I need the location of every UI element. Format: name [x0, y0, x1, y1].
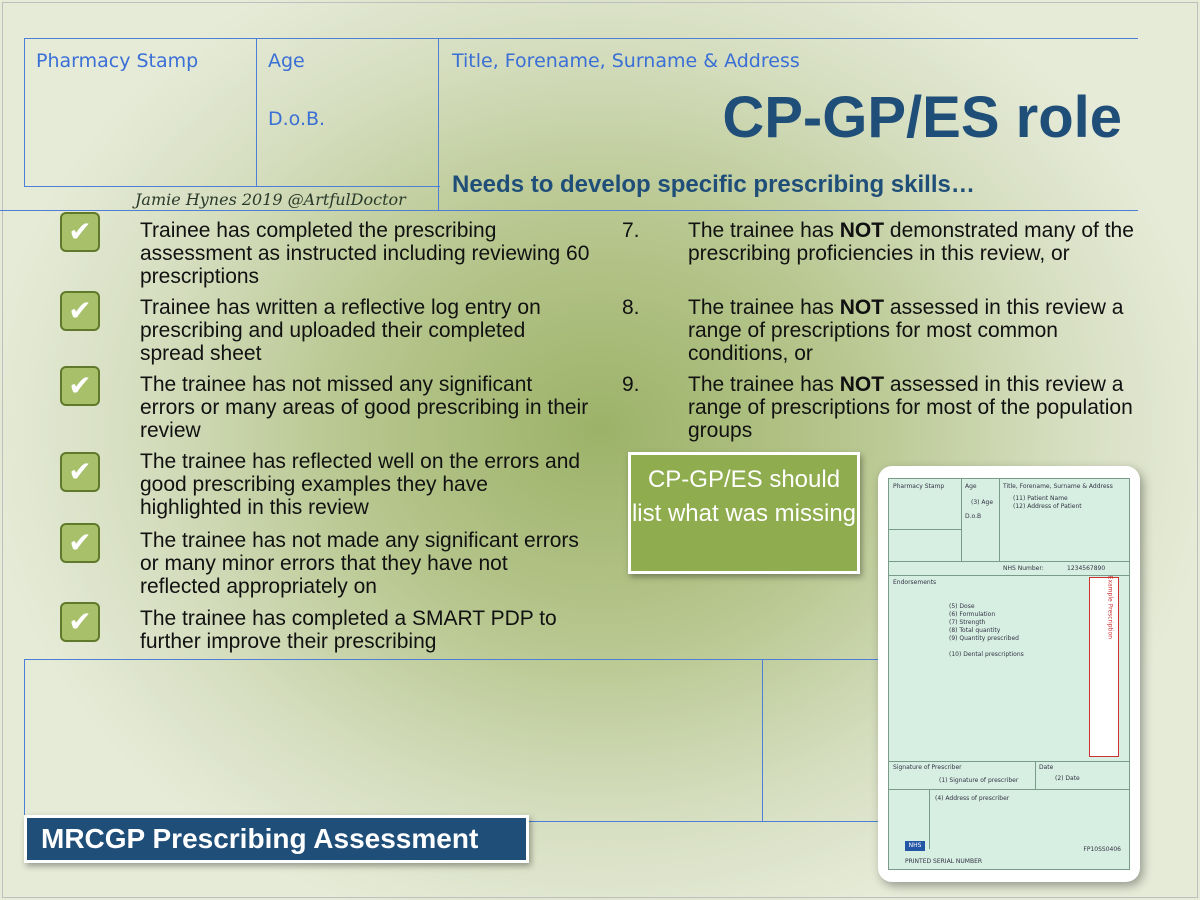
rx-field: (7) Strength — [949, 619, 986, 626]
check-icon: ✔ — [60, 366, 100, 406]
lower-middle-line — [762, 659, 763, 821]
rx-form-number: FP10SS0406 — [1083, 846, 1121, 853]
example-prescription — [888, 478, 1130, 870]
rx-red-box — [1089, 577, 1119, 757]
rx-prescriber-address: (4) Address of prescriber — [935, 795, 1010, 802]
rx-field: (5) Dose — [949, 603, 975, 610]
checklist-item: The trainee has completed a SMART PDP to further improve their prescribing — [140, 607, 557, 653]
checklist-item: The trainee has reflected well on the errors and good prescribing examples they have highlighted in this review — [140, 450, 581, 519]
lower-bottom-line — [529, 821, 880, 822]
rx-patient-address: (12) Address of Patient — [1013, 503, 1082, 510]
rx-signature-label: Signature of Prescriber — [893, 764, 962, 771]
check-icon: ✔ — [60, 523, 100, 563]
example-prescription-card — [878, 466, 1140, 882]
rx-endorsements: Endorsements — [893, 579, 937, 586]
rx-dental: (10) Dental prescriptions — [949, 651, 1024, 658]
stamp-left-line — [24, 38, 25, 187]
page-subtitle: Needs to develop specific prescribing skills… — [452, 171, 975, 198]
check-icon: ✔ — [60, 212, 100, 252]
lower-divider-line — [24, 659, 880, 660]
checklist-item: The trainee has not missed any significant errors or many areas of good prescribing in their review — [140, 373, 589, 442]
rx-age-field: (3) Age — [971, 499, 994, 506]
list-number: 9. — [622, 373, 640, 396]
check-icon: ✔ — [60, 452, 100, 492]
pharmacy-stamp-label: Pharmacy Stamp — [36, 50, 199, 72]
checklist-item: Trainee has completed the prescribing assessment as instructed including reviewing 60 prescriptions — [140, 219, 590, 288]
list-number: 8. — [622, 296, 640, 319]
lower-left-line — [24, 659, 25, 821]
rx-title-address: Title, Forename, Surname & Address — [1003, 483, 1113, 490]
stamp-bottom-line — [24, 186, 440, 187]
nhs-logo-icon: NHS — [905, 841, 925, 851]
header-bottom-line — [0, 210, 1138, 211]
dob-label: D.o.B. — [268, 108, 326, 130]
rx-patient-name: (11) Patient Name — [1013, 495, 1068, 502]
rx-age-label: Age — [965, 483, 977, 490]
header-top-line — [24, 38, 1138, 39]
check-icon: ✔ — [60, 602, 100, 642]
list-number: 7. — [622, 219, 640, 242]
rx-pharmacy-stamp: Pharmacy Stamp — [893, 483, 945, 490]
numbered-item: The trainee has NOT assessed in this review a range of prescriptions for most of the population groups — [688, 373, 1133, 442]
title-address-label: Title, Forename, Surname & Address — [452, 50, 800, 72]
numbered-item: The trainee has NOT demonstrated many of the prescribing proficiencies in this review, or — [688, 219, 1134, 265]
rx-signature-field: (1) Signature of prescriber — [939, 777, 1019, 784]
page-title: CP-GP/ES role — [722, 85, 1122, 150]
age-divider-line — [256, 38, 257, 187]
numbered-item: The trainee has NOT assessed in this review a range of prescriptions for most common conditions, or — [688, 296, 1124, 365]
address-divider-line — [438, 38, 439, 210]
missing-callout: CP-GP/ES should list what was missing — [628, 452, 860, 574]
rx-field: (6) Formulation — [949, 611, 996, 618]
checklist-item: The trainee has not made any significant errors or many minor errors that they have not reflected appropriately on — [140, 529, 579, 598]
rx-serial-number: PRINTED SERIAL NUMBER — [905, 858, 983, 865]
rx-field: (8) Total quantity — [949, 627, 1001, 634]
rx-nhs-number-label: NHS Number: — [1003, 565, 1044, 572]
rx-field: (9) Quantity prescribed — [949, 635, 1019, 642]
assessment-banner: MRCGP Prescribing Assessment — [24, 815, 529, 863]
age-label: Age — [268, 50, 305, 72]
checklist-item: Trainee has written a reflective log entry on prescribing and uploaded their completed spread sheet — [140, 296, 541, 365]
rx-example-label: Example Prescription — [1106, 575, 1113, 639]
author-credit: Jamie Hynes 2019 @ArtfulDoctor — [135, 190, 406, 209]
rx-date-field: (2) Date — [1055, 775, 1080, 782]
check-icon: ✔ — [60, 291, 100, 331]
rx-dob-label: D.o.B — [965, 513, 982, 520]
rx-nhs-number: 1234567890 — [1067, 565, 1106, 572]
rx-date-label: Date — [1039, 764, 1054, 771]
